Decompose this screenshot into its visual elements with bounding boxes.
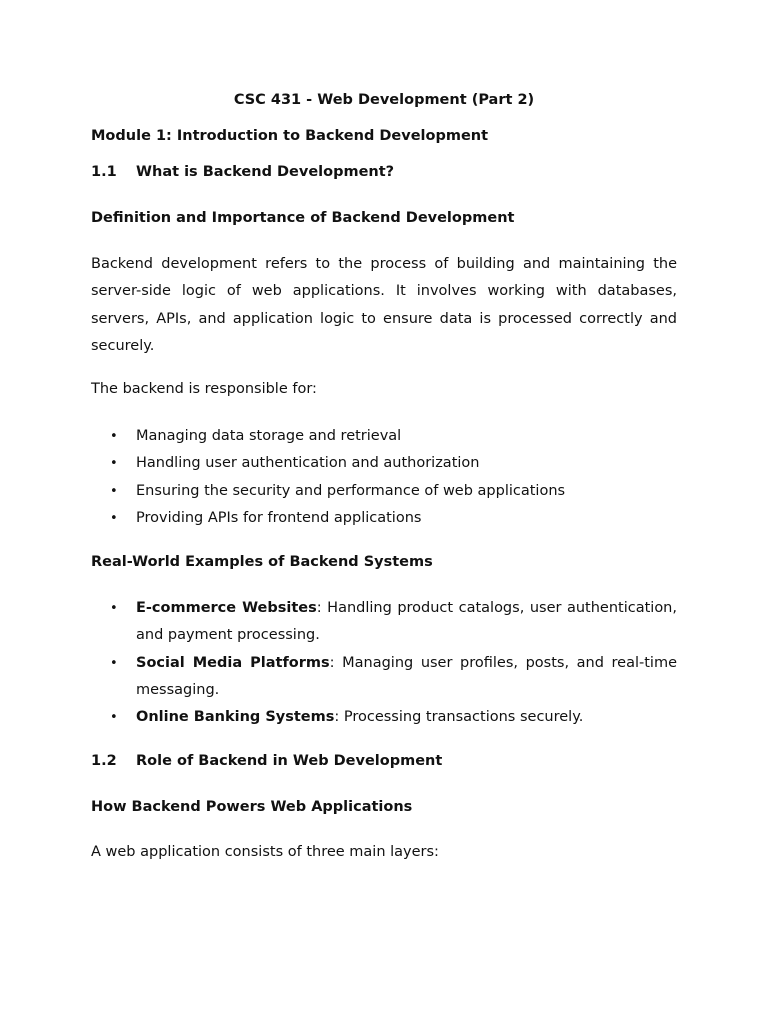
- example-description: : Handling product catalogs, user authentication, and payment processing.: [136, 600, 677, 644]
- responsibilities-intro: The backend is responsible for:: [91, 381, 317, 397]
- section-number: 1.1: [91, 164, 117, 180]
- section-number: 1.2: [91, 753, 117, 769]
- section-heading-1-2: [91, 753, 677, 769]
- subheading-definition: Definition and Importance of Backend Development: [91, 210, 515, 226]
- bullet-marker: •: [110, 710, 118, 726]
- bullet-marker: •: [110, 483, 118, 499]
- example-description: : Processing transactions securely.: [334, 709, 584, 726]
- example-term: Online Banking Systems: [136, 709, 335, 726]
- list-item: • Handling user authentication and authorization: [91, 450, 677, 477]
- list-item: • Ensuring the security and performance of web applications: [91, 478, 677, 505]
- definition-paragraph: Backend development refers to the process of building and maintaining the server-side logic of web applications. It involves working with databases, servers, APIs, and application logic to ensure data is processed correctly and securely.: [91, 256, 677, 354]
- responsibilities-list: [91, 423, 677, 532]
- list-item: [91, 704, 677, 731]
- section-title: What is Backend Development?: [136, 164, 395, 180]
- section-title: Role of Backend in Web Development: [136, 753, 443, 769]
- list-item: [91, 595, 677, 650]
- bullet-marker: •: [110, 601, 118, 616]
- example-description: : Managing user profiles, posts, and real-time messaging.: [136, 654, 677, 698]
- section-heading-1-1: [91, 164, 677, 180]
- list-item: • Providing APIs for frontend applications: [91, 505, 677, 532]
- bullet-marker: •: [110, 510, 118, 526]
- list-item: • Managing data storage and retrieval: [91, 423, 677, 450]
- subheading-powers: How Backend Powers Web Applications: [91, 799, 413, 815]
- subheading-examples: Real-World Examples of Backend Systems: [91, 554, 433, 570]
- layers-intro: A web application consists of three main layers:: [91, 844, 439, 860]
- examples-list: [91, 595, 677, 731]
- bullet-marker: •: [110, 655, 118, 671]
- example-term: E-commerce Websites: [136, 600, 317, 616]
- list-item: [91, 650, 677, 705]
- example-term: Social Media Platforms: [136, 654, 330, 671]
- course-title: CSC 431 - Web Development (Part 2): [233, 92, 535, 108]
- bullet-marker: •: [110, 429, 118, 444]
- bullet-marker: •: [110, 456, 118, 472]
- module-title: Module 1: Introduction to Backend Development: [91, 128, 489, 144]
